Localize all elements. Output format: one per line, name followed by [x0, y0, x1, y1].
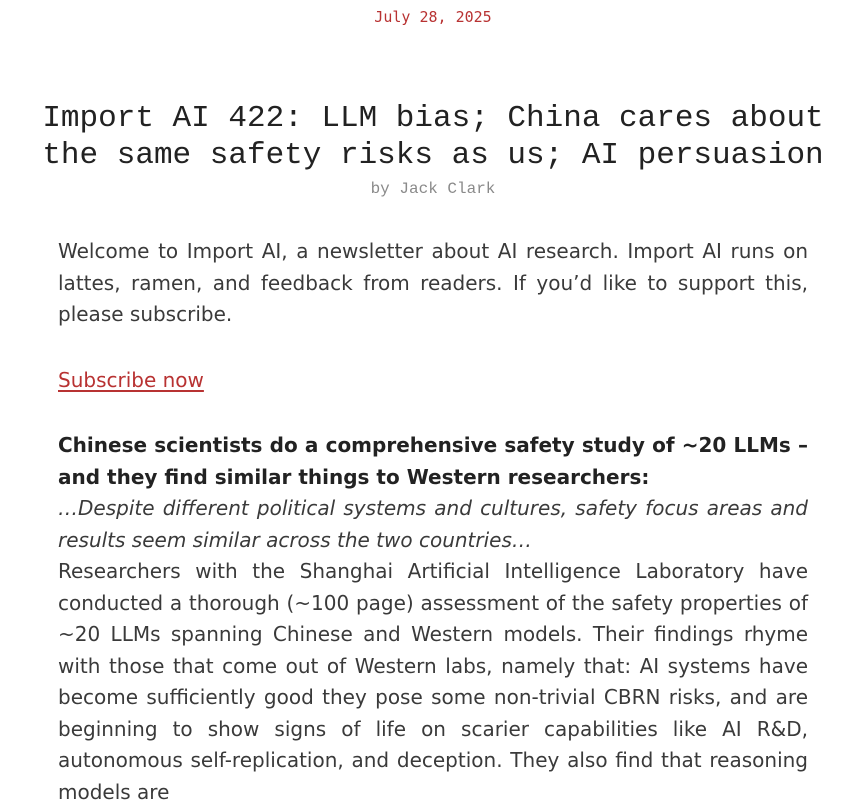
post-date: July 28, 2025: [374, 8, 492, 26]
post-byline: by Jack Clark: [370, 180, 496, 198]
intro-paragraph: Welcome to Import AI, a newsletter about AI research. Import AI runs on lattes, ramen, and feedback from readers. If you’d like to support this, please subscribe.: [58, 239, 808, 326]
section-body: Researchers with the Shanghai Artificial Intelligence Laboratory have conducted a thorough (~100 page) assessment of the safety properties of ~20 LLMs spanning Chinese and Western models. Their findings rhyme with those that come out of Western labs, namely that: AI systems have become sufficiently good they pose some non-trivial CBRN risks, and are beginning to show signs of life on scarier capabilities like AI R&D, autonomous self-replication, and deception. They also find that reasoning models are: [58, 559, 808, 804]
section-tagline: …Despite different political systems and cultures, safety focus areas and results seem similar across the two countries…: [58, 496, 808, 552]
post-title: Import AI 422: LLM bias; China cares about the same safety risks as us; AI persuasion: [42, 101, 824, 173]
subscribe-link[interactable]: Subscribe now: [58, 367, 204, 392]
post-content: [58, 236, 808, 808]
section-heading: Chinese scientists do a comprehensive safety study of ~20 LLMs – and they find similar things to Western researchers:: [58, 433, 808, 489]
subscribe-paragraph: [58, 365, 808, 397]
